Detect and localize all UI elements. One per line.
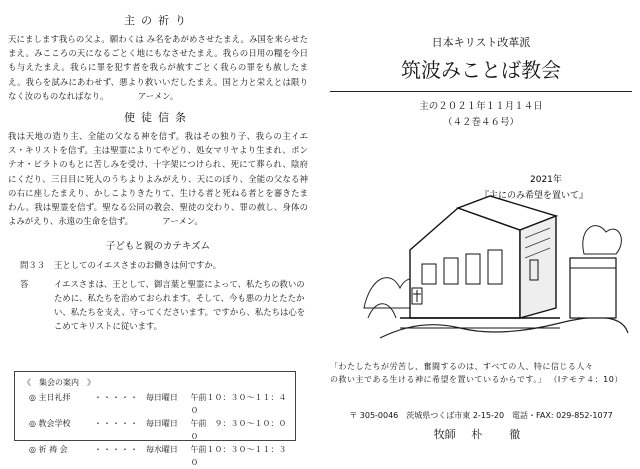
church-building-illustration (360, 168, 630, 358)
creed-text: 我は天地の造り主、全能の父なる神を信ず。我はその独り子、我らの主イエス・キリストを信ず。主は聖霊によりてやどり、処女マリヤより生まれ、ポンテオ・ピラトのもとに苦しみを受け、十字架につけられ、死にて葬られ、陰府にくだり、三日目に死人のうちよりよみがえり、天にのぼり、全能の父なる神の右に座したまえり、かしこよりきたりて、生ける者と死ねる者とを審きたまわん。我は聖霊を信ず。聖なる公同の教会、聖徒の交わり、罪の赦し、身体のよみがえり、永遠の生命を信ず。 アーメン。 (8, 131, 308, 227)
theme: 『主にのみ希望を置いて』 (480, 191, 589, 201)
year-label: 2021年 (530, 175, 562, 185)
question-label: 問３３ (20, 260, 46, 271)
meetings-title: 《 集会の案内 》 (23, 378, 95, 387)
right-page (330, 8, 632, 441)
meetings-box (14, 371, 296, 467)
bulletin-date: 主の２０２１年１１月１４日 (419, 101, 543, 112)
pastor-name: 朴 徹 (471, 428, 529, 441)
question-text: 王としてのイエスさまのお働きは何ですか。 (54, 260, 222, 271)
meeting-time: 午前１０：３０～１１：４０ (190, 393, 287, 415)
church-name: 筑波みことば教会 (401, 58, 561, 82)
catechism-question (8, 258, 308, 272)
catechism-answer (8, 277, 308, 334)
meeting-name: ◎ 教会学校 (29, 419, 71, 428)
prayer-text: 天にまします我らの父よ。願わくは み名をあがめさせたまえ。み国を来らせたまえ。みこころの天になるごとく地にもなさせたまえ。我らの日用の糧を今日も与えたまえ。我らに罪を犯す者を我らが赦すごとく我らの罪をも赦したまえ。我らを試みにあわせず、悪より救いいだしたまえ。国と力と栄えとは限りなく汝のものなればなり。 アーメン。 (8, 34, 308, 101)
meeting-row (23, 417, 287, 443)
pastor (330, 426, 632, 442)
denomination: 日本キリスト改革派 (431, 36, 531, 49)
meeting-day: 毎日曜日 (145, 419, 178, 428)
bulletin-volume: （４２巻４６号） (442, 117, 519, 128)
prayer-title: 主の祈り (124, 14, 192, 27)
divider (330, 91, 632, 92)
meeting-day: 毎日曜日 (145, 393, 178, 402)
quote-reference: （Ⅰテモテ４：10） (549, 375, 623, 384)
meeting-dots: ・・・・・ (93, 445, 139, 454)
creed-title: 使徒信条 (124, 111, 192, 125)
meeting-row (23, 443, 287, 469)
meeting-time: 午前 ９：３０～１０：００ (190, 419, 287, 441)
meeting-name: ◎ 主日礼拝 (29, 393, 71, 402)
meeting-day: 毎水曜日 (145, 445, 178, 454)
meeting-name: ◎ 祈 祷 会 (29, 445, 68, 454)
meeting-time: 午前１０：３０～１１：３０ (190, 445, 287, 467)
meeting-dots: ・・・・・ (93, 419, 139, 428)
quote-line: 「わたしたちが労苦し、奮闘するのは、すべての人、特に信じる人々 (330, 362, 594, 371)
pastor-title: 牧師 (433, 428, 456, 441)
meeting-dots: ・・・・・ (93, 393, 139, 402)
scripture-quote (330, 360, 632, 386)
answer-text: イエスさまは、王として、御言葉と聖霊によって、私たちの救いのために、私たちを治めておられます。そして、今も悪の力とたたかい、私たちを支え、守ってくださいます。ですから、私たちは心をこめてキリストに従います。 (54, 278, 306, 332)
answer-label: 答 (20, 278, 29, 289)
quote-line: の救い主である生ける神に希望を置いているからです。」 （Ⅰテモテ４：10） (330, 375, 623, 384)
left-page (8, 8, 308, 337)
meeting-row (23, 391, 287, 417)
church-address: 〒 305-0046 茨城県つくば市東 2-15-20 電話・FAX: 029-852-1077 (349, 411, 613, 420)
catechism-title: 子どもと親のカテキズム (105, 241, 211, 253)
